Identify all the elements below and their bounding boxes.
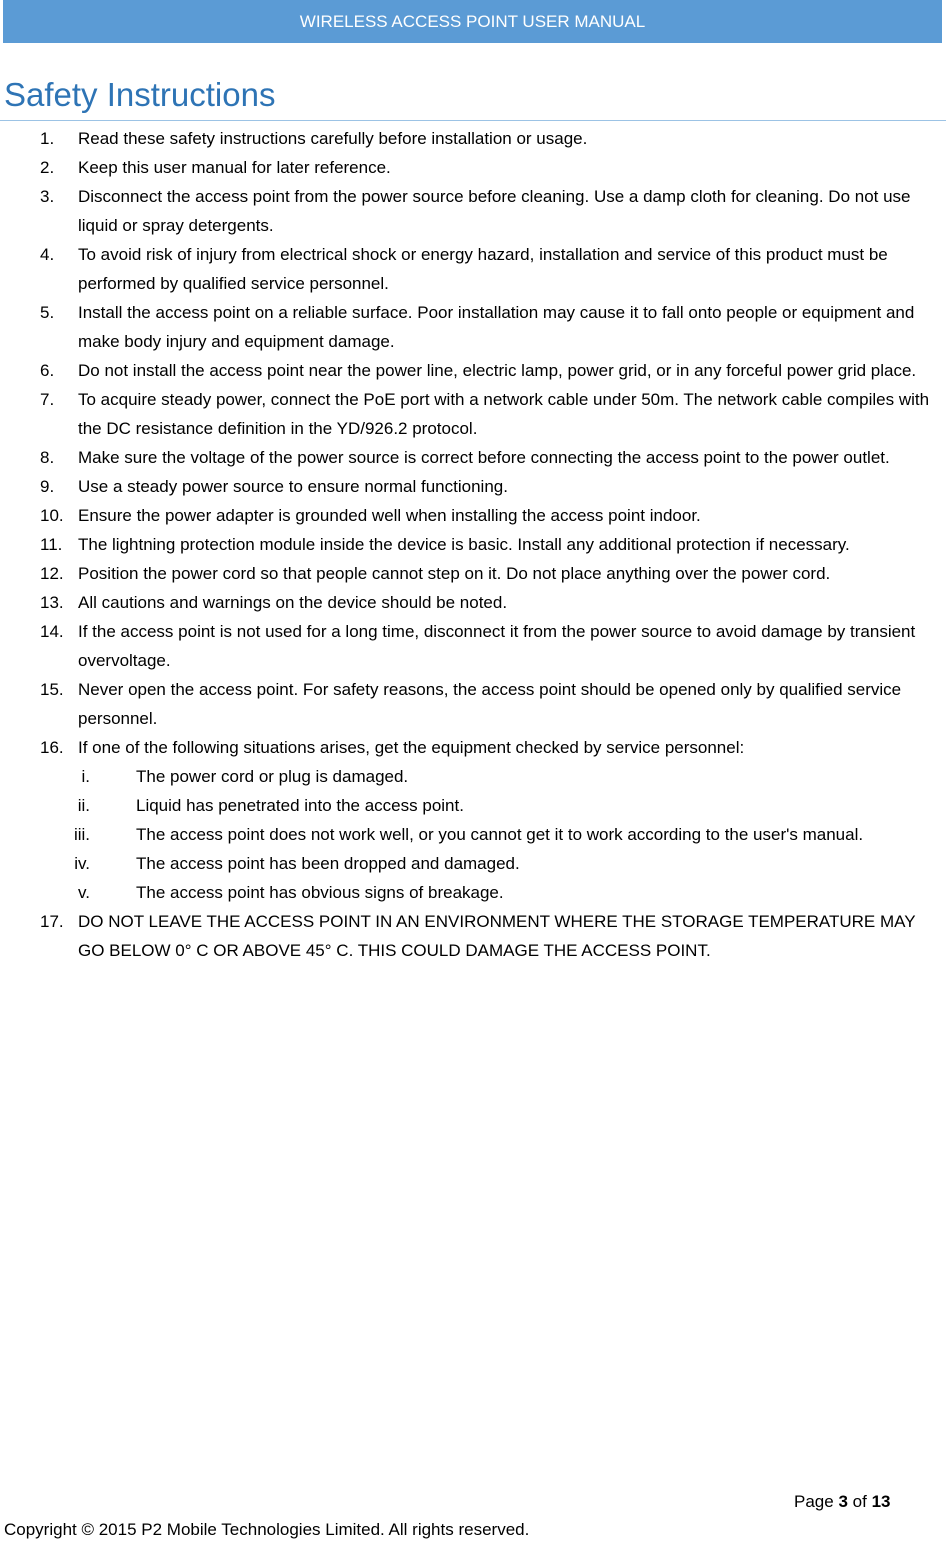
item-number: 14. — [40, 622, 64, 641]
page-current: 3 — [838, 1492, 848, 1511]
item-text: Make sure the voltage of the power source is correct before connecting the access point to the power outlet. — [78, 448, 890, 467]
list-item — [0, 617, 946, 675]
page-total: 13 — [871, 1492, 891, 1511]
list-item — [0, 124, 946, 153]
list-item — [0, 530, 946, 559]
item-number: 1. — [40, 129, 55, 148]
item-text: To avoid risk of injury from electrical shock or energy hazard, installation and service of this product must be performed by qualified service personnel. — [78, 245, 888, 293]
item-number: 11. — [40, 535, 63, 554]
list-item — [0, 240, 946, 298]
sub-item-number: v. — [78, 883, 90, 902]
sub-item-number: iv. — [74, 854, 90, 873]
item-number: 9. — [40, 477, 55, 496]
list-item — [0, 385, 946, 443]
item-text: All cautions and warnings on the device should be noted. — [78, 593, 508, 612]
item-text: If one of the following situations arises, get the equipment checked by service personnel: — [78, 738, 745, 757]
item-text: To acquire steady power, connect the PoE port with a network cable under 50m. The network cable compiles with the DC resistance definition in the YD/926.2 protocol. — [78, 390, 930, 438]
item-number: 7. — [40, 390, 55, 409]
item-number: 15. — [40, 680, 64, 699]
item-text: Do not install the access point near the power line, electric lamp, power grid, or in any forceful power grid place. — [78, 361, 917, 380]
item-text: If the access point is not used for a long time, disconnect it from the power source to avoid damage by transient overvoltage. — [78, 622, 916, 670]
safety-instructions-list — [0, 124, 946, 965]
item-number: 8. — [40, 448, 55, 467]
sub-list-item — [0, 791, 946, 820]
sub-list-item — [0, 820, 946, 849]
sub-item-text: Liquid has penetrated into the access point. — [136, 796, 464, 815]
list-item — [0, 443, 946, 472]
list-item — [0, 472, 946, 501]
item-text: Ensure the power adapter is grounded well when installing the access point indoor. — [78, 506, 701, 525]
item-text: Never open the access point. For safety reasons, the access point should be opened only by qualified service personnel. — [78, 680, 902, 728]
item-text: The lightning protection module inside the device is basic. Install any additional protection if necessary. — [78, 535, 850, 554]
copyright-notice: Copyright © 2015 P2 Mobile Technologies Limited. All rights reserved. — [4, 1520, 530, 1539]
item-text: Keep this user manual for later reference. — [78, 158, 391, 177]
item-text: Use a steady power source to ensure normal functioning. — [78, 477, 508, 496]
item-number: 4. — [40, 245, 55, 264]
list-item — [0, 182, 946, 240]
item-number: 13. — [40, 593, 64, 612]
list-item — [0, 356, 946, 385]
page-label: Page — [794, 1492, 834, 1511]
item-text: Read these safety instructions carefully before installation or usage. — [78, 129, 588, 148]
list-item — [0, 153, 946, 182]
title-underline — [0, 120, 946, 121]
sub-item-text: The access point has been dropped and damaged. — [136, 854, 520, 873]
page-number — [794, 1492, 890, 1512]
item-number: 12. — [40, 564, 64, 583]
list-item — [0, 588, 946, 617]
list-item — [0, 501, 946, 530]
page-title: Safety Instructions — [4, 76, 276, 113]
sub-item-number: i. — [81, 767, 90, 786]
sub-list-item — [0, 849, 946, 878]
item-text: Disconnect the access point from the power source before cleaning. Use a damp cloth for cleaning. Do not use liquid or spray detergents. — [78, 187, 911, 235]
item-number: 17. — [40, 912, 64, 931]
list-item — [0, 733, 946, 762]
item-text: Install the access point on a reliable surface. Poor installation may cause it to fall onto people or equipment and make body injury and equipment damage. — [78, 303, 915, 351]
list-item — [0, 675, 946, 733]
sub-item-text: The access point has obvious signs of breakage. — [136, 883, 504, 902]
list-item — [0, 298, 946, 356]
item-number: 10. — [40, 506, 64, 525]
sub-list-item — [0, 878, 946, 907]
item-text: Position the power cord so that people cannot step on it. Do not place anything over the power cord. — [78, 564, 831, 583]
item-number: 3. — [40, 187, 55, 206]
sub-item-text: The power cord or plug is damaged. — [136, 767, 409, 786]
sub-item-number: iii. — [73, 825, 90, 844]
list-item — [0, 559, 946, 588]
item-number: 2. — [40, 158, 55, 177]
running-header: WIRELESS ACCESS POINT USER MANUAL — [3, 0, 942, 43]
item-number: 5. — [40, 303, 55, 322]
sub-item-number: ii. — [77, 796, 90, 815]
item-number: 6. — [40, 361, 55, 380]
item-text: DO NOT LEAVE THE ACCESS POINT IN AN ENVIRONMENT WHERE THE STORAGE TEMPERATURE MAY GO BELOW 0° C OR ABOVE 45° C. THIS COULD DAMAGE THE ACCESS POINT. — [78, 912, 916, 960]
page-of-label: of — [852, 1492, 867, 1511]
item-number: 16. — [40, 738, 64, 757]
sub-list-item — [0, 762, 946, 791]
list-item — [0, 907, 946, 965]
sub-item-text: The access point does not work well, or you cannot get it to work according to the user's manual. — [136, 825, 864, 844]
